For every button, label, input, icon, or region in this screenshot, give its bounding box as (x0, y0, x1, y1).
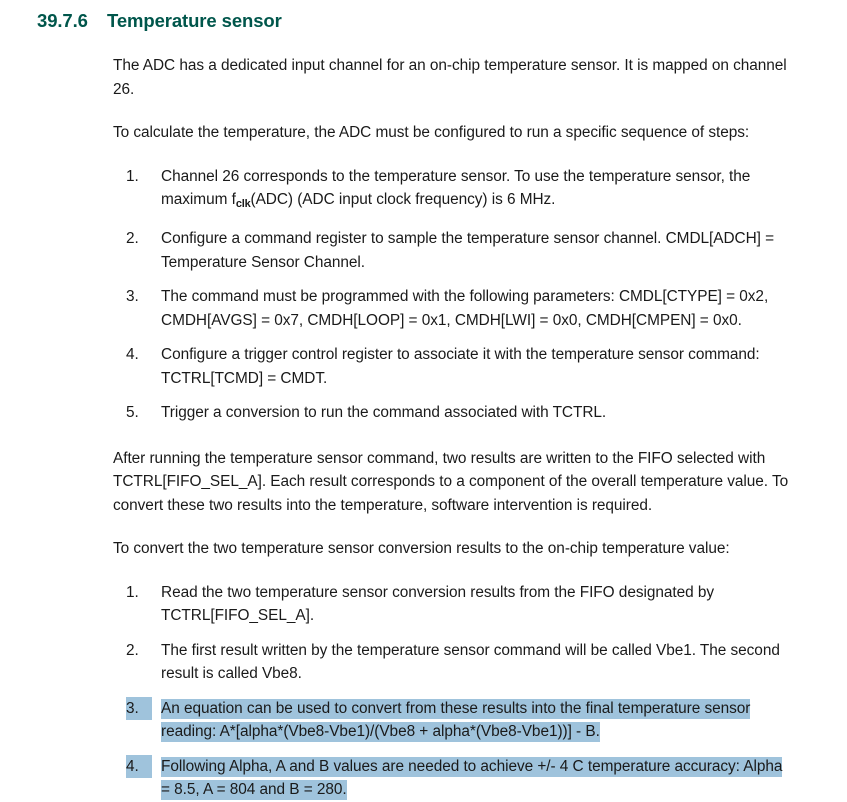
intro-paragraph-1: The ADC has a dedicated input channel for an on-chip temperature sensor. It is mapped on channel 26. (113, 57, 787, 98)
list-marker: 4. (126, 346, 139, 364)
middle-paragraph-2: To convert the two temperature sensor conversion results to the on-chip temperature value: (113, 540, 730, 558)
list-item-text: Configure a trigger control register to associate it with the temperature sensor command: TCTRL[TCMD] = CMDT. (161, 346, 760, 387)
list-marker: 5. (126, 404, 139, 422)
page-title: Temperature sensor (107, 10, 282, 31)
list-item-text: Configure a command register to sample the temperature sensor channel. CMDL[ADCH] = Temperature Sensor Channel. (161, 230, 775, 271)
selection-highlight: An equation can be used to convert from these results into the final temperature sensor reading: A*[alpha*(Vbe8-Vbe1)/(Vbe8 + alpha*(Vbe8-Vbe1))] - B. (161, 699, 751, 741)
list-marker: 2. (126, 641, 139, 659)
intro-paragraph-2: To calculate the temperature, the ADC must be configured to run a specific sequence of steps: (113, 124, 750, 142)
list-marker: 3. (126, 288, 139, 306)
list-marker: 1. (126, 167, 139, 185)
list-item-text-part: Channel 26 corresponds to the temperature sensor. To use the temperature sensor, the maximum f (161, 167, 751, 209)
list-marker: 1. (126, 583, 139, 601)
list-item (126, 401, 790, 425)
document-body (113, 32, 790, 802)
list-item-text: The first result written by the temperature sensor command will be called Vbe1. The second result is called Vbe8. (161, 641, 780, 683)
list-item-text-part-2: (ADC) (ADC input clock frequency) is 6 MHz. (250, 191, 556, 209)
list-item-highlighted (126, 697, 790, 744)
list-item-text (161, 755, 790, 802)
middle-paragraph-1: After running the temperature sensor command, two results are written to the FIFO selected with TCTRL[FIFO_SEL_A]. Each result corresponds to a component of the overall temperature value. To convert these two results into the temperature, software intervention is required. (113, 449, 789, 514)
list-marker: 4. (126, 755, 152, 779)
selection-highlight: Following Alpha, A and B values are needed to achieve +/- 4 C temperature accuracy: Alpha = 8.5, A = 804 and B = 280. (161, 757, 783, 799)
list-marker: 2. (126, 230, 139, 248)
list-item (126, 285, 790, 332)
conversion-list (113, 581, 790, 802)
subscript-clk: clk (235, 197, 251, 210)
steps-list (113, 165, 790, 425)
list-item-text: Read the two temperature sensor conversion results from the FIFO designated by TCTRL[FIFO_SEL_A]. (161, 583, 714, 625)
list-item (126, 639, 790, 686)
list-item-text (161, 697, 790, 744)
list-item-text: Trigger a conversion to run the command associated with TCTRL. (161, 404, 607, 422)
section-heading (0, 0, 847, 32)
list-item (126, 343, 790, 390)
list-item-highlighted (126, 755, 790, 802)
section-number: 39.7.6 (37, 10, 88, 31)
list-item-text: The command must be programmed with the following parameters: CMDL[CTYPE] = 0x2, CMDH[AVGS] = 0x7, CMDH[LOOP] = 0x1, CMDH[LWI] = 0x0, CMDH[CMPEN] = 0x0. (161, 288, 769, 329)
list-item (126, 227, 790, 274)
list-item (126, 581, 790, 628)
list-item-text (161, 165, 790, 217)
list-item (126, 165, 790, 217)
list-marker: 3. (126, 697, 152, 721)
